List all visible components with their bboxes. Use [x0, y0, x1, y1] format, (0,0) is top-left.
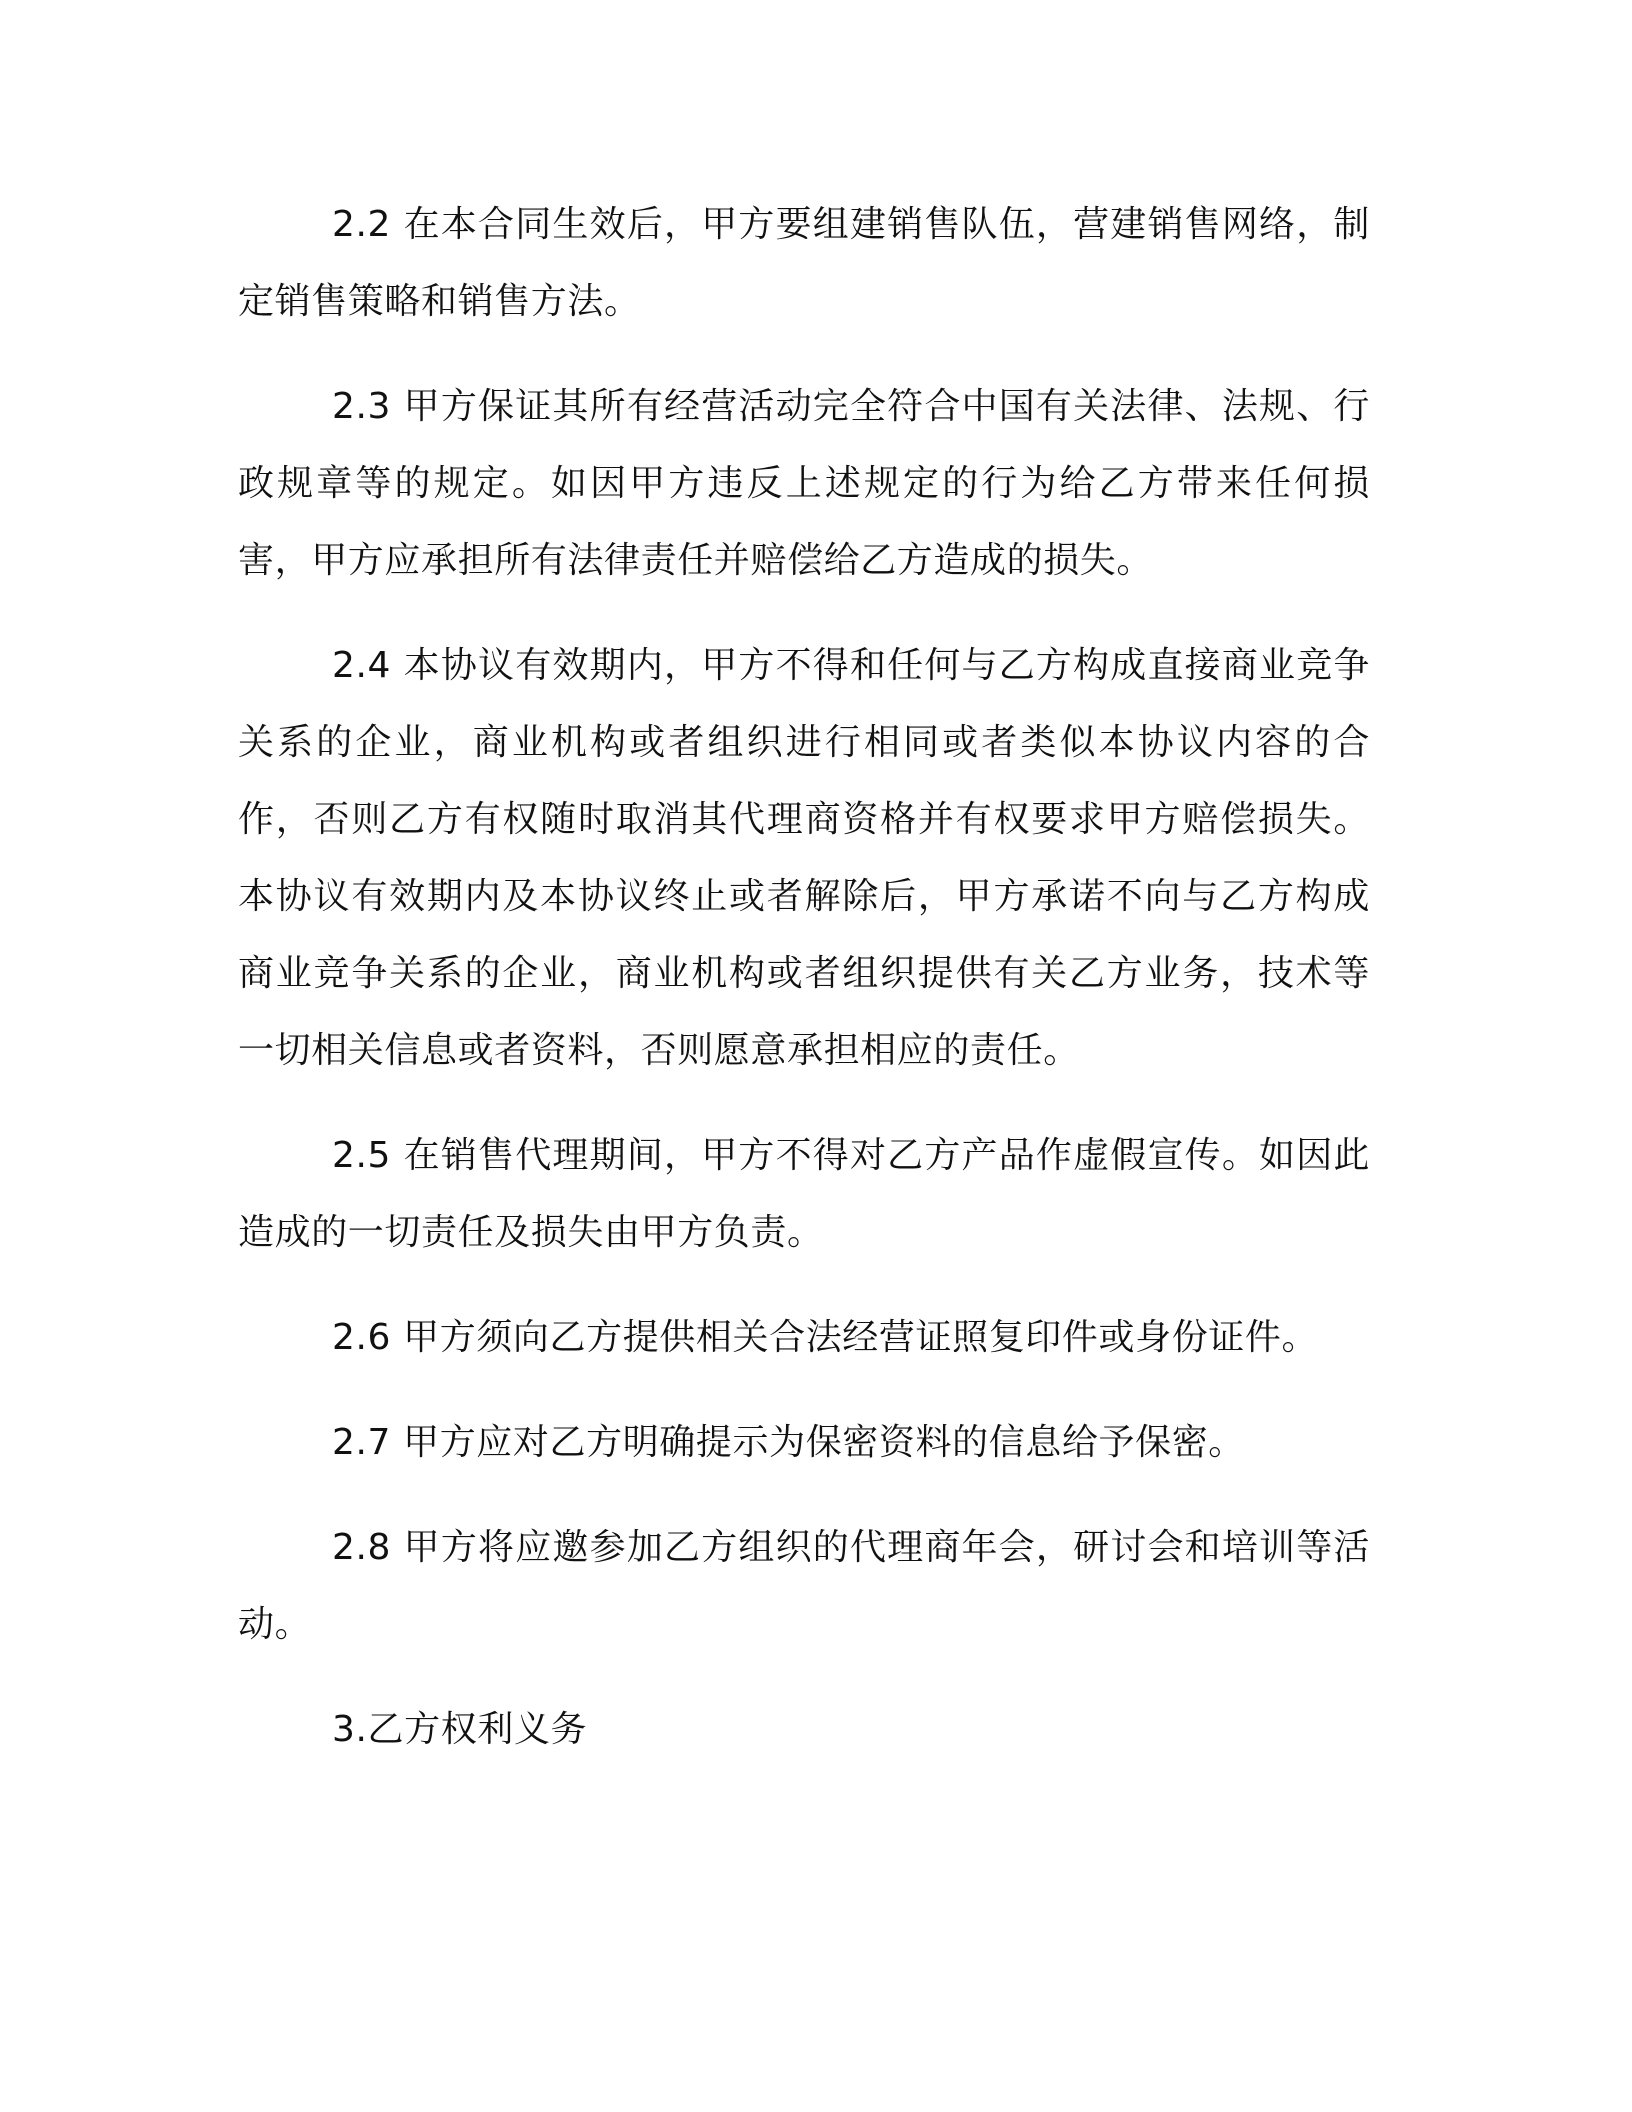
- clause-2-3: 2.3 甲方保证其所有经营活动完全符合中国有关法律、法规、行政规章等的规定。如因甲方违反上述规定的行为给乙方带来任何损害，甲方应承担所有法律责任并赔偿给乙方造成的损失。: [238, 386, 1370, 581]
- clause-2-2: 2.2 在本合同生效后，甲方要组建销售队伍，营建销售网络，制定销售策略和销售方法。: [238, 204, 1370, 322]
- clause-2-6: 2.6 甲方须向乙方提供相关合法经营证照复印件或身份证件。: [332, 1317, 1319, 1358]
- clause-2-4: 2.4 本协议有效期内，甲方不得和任何与乙方构成直接商业竞争关系的企业，商业机构或者组织进行相同或者类似本协议内容的合作，否则乙方有权随时取消其代理商资格并有权要求甲方赔偿损失。本协议有效期内及本协议终止或者解除后，甲方承诺不向与乙方构成商业竞争关系的企业，商业机构或者组织提供有关乙方业务，技术等一切相关信息或者资料，否则愿意承担相应的责任。: [238, 645, 1370, 1071]
- clause-2-7: 2.7 甲方应对乙方明确提示为保密资料的信息给予保密。: [332, 1422, 1245, 1463]
- clause-2-5: 2.5 在销售代理期间，甲方不得对乙方产品作虚假宣传。如因此造成的一切责任及损失由甲方负责。: [238, 1135, 1370, 1253]
- document-body: [238, 186, 1370, 1768]
- section-heading: 3.乙方权利义务: [332, 1709, 588, 1750]
- clause-2-8: 2.8 甲方将应邀参加乙方组织的代理商年会，研讨会和培训等活动。: [238, 1527, 1370, 1645]
